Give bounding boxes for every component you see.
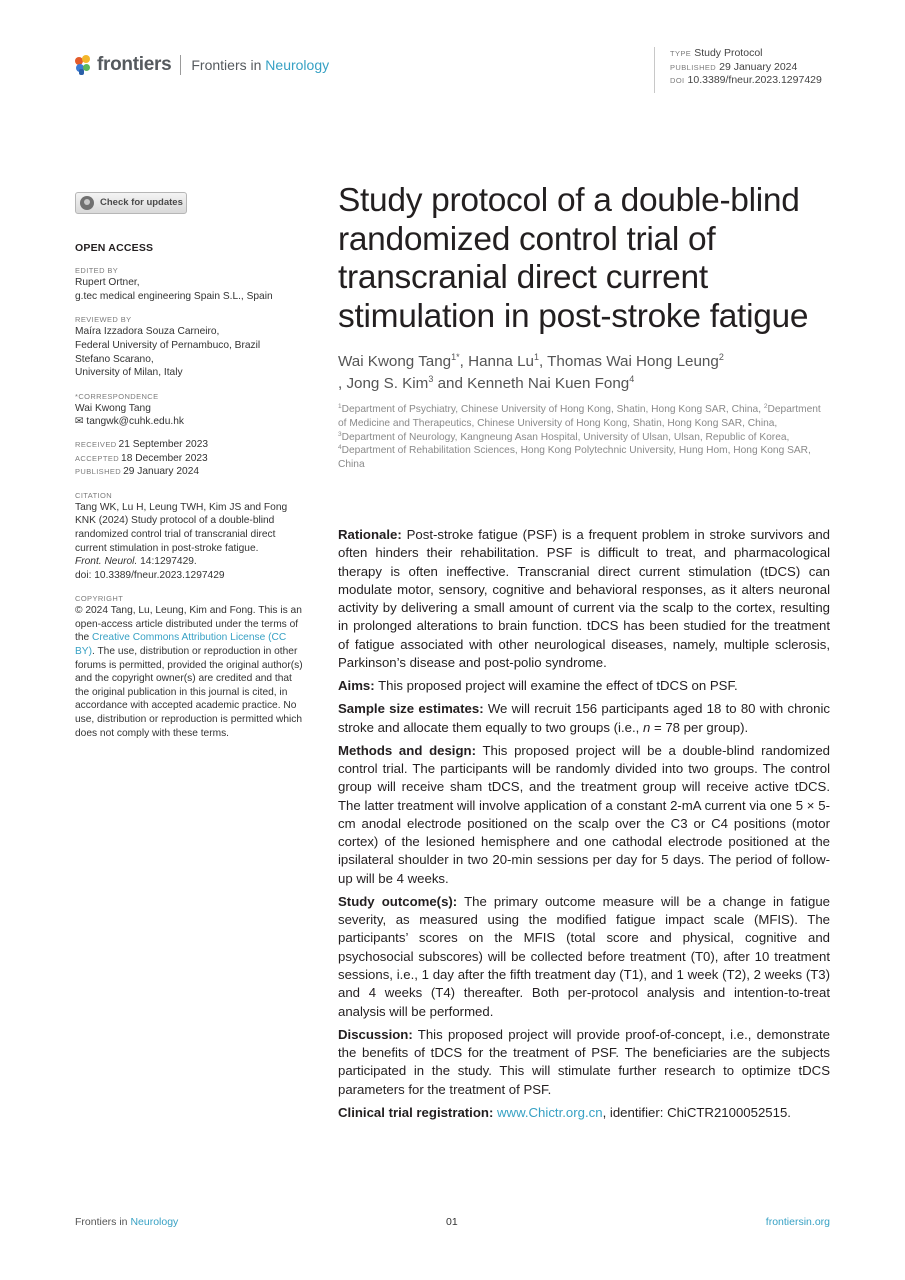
abstract <box>338 526 830 1127</box>
check-for-updates-button[interactable]: Check for updates <box>75 192 187 214</box>
correspondence-email: tangwk@cuhk.edu.hk <box>86 416 184 428</box>
email-icon: ✉ <box>75 416 84 428</box>
abstract-rationale: Rationale: Post-stroke fatigue (PSF) is a frequent problem in stroke survivors and often hinders their rehabilitation. PSF is difficult to treat, and pharmacological therapy is often ineffective. Transcranial direct current stimulation (tDCS) can modulate motor, sensory, cognitive and behavioral responses, as it alters neuronal activity by delivering a small amount of current via the scalp to the cortex, resulting in prolonged alterations to brain function. tDCS has been studied for the treatment of fatigue associated with other neurological diseases, namely, multiple sclerosis, Parkinson’s disease and post-polio syndrome. <box>338 527 830 671</box>
check-for-updates-icon <box>80 196 94 210</box>
abstract-discussion: Discussion: This proposed project will provide proof-of-concept, i.e., demonstrate the benefits of tDCS for the treatment of PSF. The beneficiaries are the subjects participated in the study. This will stimulate further research to optimize tDCS parameters for the treatment of PSF. <box>338 1026 830 1097</box>
citation-label: CITATION <box>75 490 113 500</box>
abstract-outcome: Study outcome(s): The primary outcome measure will be a change in fatigue severity, as measured using the modified fatigue impact scale (MFIS). The participants’ scores on the MFIS (total score and physical, cognitive and psychosocial subscores) will be collected before treatment (T0), after 10 treatment sessions, i.e., 1 day after the fifth treatment day (T1), and 1 week (T2), 2 weeks (T3) and 4 weeks (T4) thereafter. Both per-protocol analysis and intention-to-treat analysis will be performed. <box>338 893 830 1019</box>
footer-site-link[interactable]: frontiersin.org <box>765 1216 830 1228</box>
copyright-text: © 2024 Tang, Lu, Leung, Kim and Fong. This is an open-access article distributed under the terms of the Creative Commons Attribution License (CC BY). The use, distribution or reproduction in other forums is permitted, provided the original author(s) and the copyright owner(s) are credited and that the original publication in this journal is cited, in accordance with accepted academic practice. No use, distribution or reproduction is permitted which does not comply with these terms. <box>75 605 303 739</box>
abstract-registration: Clinical trial registration: www.Chictr.org.cn, identifier: ChiCTR2100052515. <box>338 1104 791 1120</box>
sidebar <box>75 192 307 740</box>
received-date: 21 September 2023 <box>118 438 209 450</box>
article-title: Study protocol of a double-blind randomized control trial of transcranial direct current stimulation in post-stroke fatigue <box>338 182 809 335</box>
correspondence-name: Wai Kwong Tang <box>75 402 151 414</box>
frontiers-logo[interactable] <box>75 54 329 76</box>
abstract-sample-size: Sample size estimates: We will recruit 156 participants aged 18 to 80 with chronic stroke and allocate them equally to two groups (i.e., n = 78 per group). <box>338 701 830 735</box>
reviewer-affiliation: Federal University of Pernambuco, Brazil <box>75 339 261 351</box>
open-access-label: OPEN ACCESS <box>75 241 154 254</box>
registration-link[interactable]: www.Chictr.org.cn <box>497 1104 603 1120</box>
article-header <box>338 182 830 472</box>
published-date-side: 29 January 2024 <box>123 466 200 478</box>
published-date: 29 January 2024 <box>719 60 798 73</box>
article-type: Study Protocol <box>694 47 763 59</box>
footer-journal[interactable]: Frontiers in Neurology <box>75 1216 179 1228</box>
accepted-date: 18 December 2023 <box>121 452 208 464</box>
doi: 10.3389/fneur.2023.1297429 <box>687 74 822 86</box>
article-meta: TYPE Study Protocol PUBLISHED 29 January 2024 DOI 10.3389/fneur.2023.1297429 <box>654 47 822 93</box>
author-list: Wai Kwong Tang$^{1*}$, Hanna Lu$^1$, Thomas Wai Hong Leung$^2$ , Jong S. Kim$^3$ and Kenneth Nai Kuen Fong$^4$ <box>338 352 724 392</box>
correspondence-email-row[interactable] <box>75 415 307 429</box>
dates: RECEIVED 21 September 2023 ACCEPTED 18 December 2023 PUBLISHED 29 January 2024 <box>75 438 209 478</box>
frontiers-logo-icon <box>75 55 93 75</box>
reviewer-name: Stefano Scarano, <box>75 353 154 365</box>
citation-doi: doi: 10.3389/fneur.2023.1297429 <box>75 569 225 581</box>
logo-text: frontiers <box>97 54 172 75</box>
cc-license-link[interactable]: Creative Commons Attribution License (CC BY) <box>75 632 287 658</box>
correspondence-label: *CORRESPONDENCE <box>75 391 159 401</box>
edited-by-label: EDITED BY <box>75 266 119 276</box>
editor-affiliation: g.tec medical engineering Spain S.L., Spain <box>75 290 273 302</box>
citation-text: Tang WK, Lu H, Leung TWH, Kim JS and Fong KNK (2024) Study protocol of a double-blind randomized control trial of transcranial direct current stimulation in post-stroke fatigue. Front. Neurol. 14:1297429. doi: 10.3389/fneur.2023.1297429 <box>75 501 307 583</box>
page-number: 01 <box>446 1216 458 1228</box>
logo-divider <box>180 55 181 75</box>
reviewed-by-label: REVIEWED BY <box>75 315 132 325</box>
journal-name[interactable]: Frontiers in Neurology <box>191 57 330 73</box>
abstract-aims: Aims: This proposed project will examine the effect of tDCS on PSF. <box>338 678 738 694</box>
reviewer-name: Maíra Izzadora Souza Carneiro, <box>75 326 220 338</box>
abstract-methods: Methods and design: This proposed project will be a double-blind randomized control trial. The participants will be randomly divided into two groups. The control group will receive sham tDCS, and the treatment group will receive active tDCS. The latter treatment will involve application of a constant 2-mA current via one 5 × 5-cm anodal electrode positioned on the scalp over the C3 or C4 positions (motor cortex) of the lesioned hemisphere and one cathodal electrode positioned at the ipsilateral shoulder in two 20-min sessions per day for 5 days. The period of follow-up will be 4 weeks. <box>338 742 831 886</box>
affiliations: $^1$Department of Psychiatry, Chinese University of Hong Kong, Shatin, Hong Kong SAR, China, $^2$Department of Medicine and Therapeutics, Chinese University of Hong Kong, Shatin, Hong Kong SAR, China, $^3$Department of Neurology, Kangneung Asan Hospital, University of Ulsan, Ulsan, Republic of Korea, $^4$Department of Rehabilitation Sciences, Hong Kong Polytechnic University, Hung Hom, Hong Kong SAR, China <box>338 403 821 471</box>
copyright-label: COPYRIGHT <box>75 594 124 604</box>
reviewer-affiliation: University of Milan, Italy <box>75 367 183 379</box>
editor-name: Rupert Ortner, <box>75 277 140 289</box>
